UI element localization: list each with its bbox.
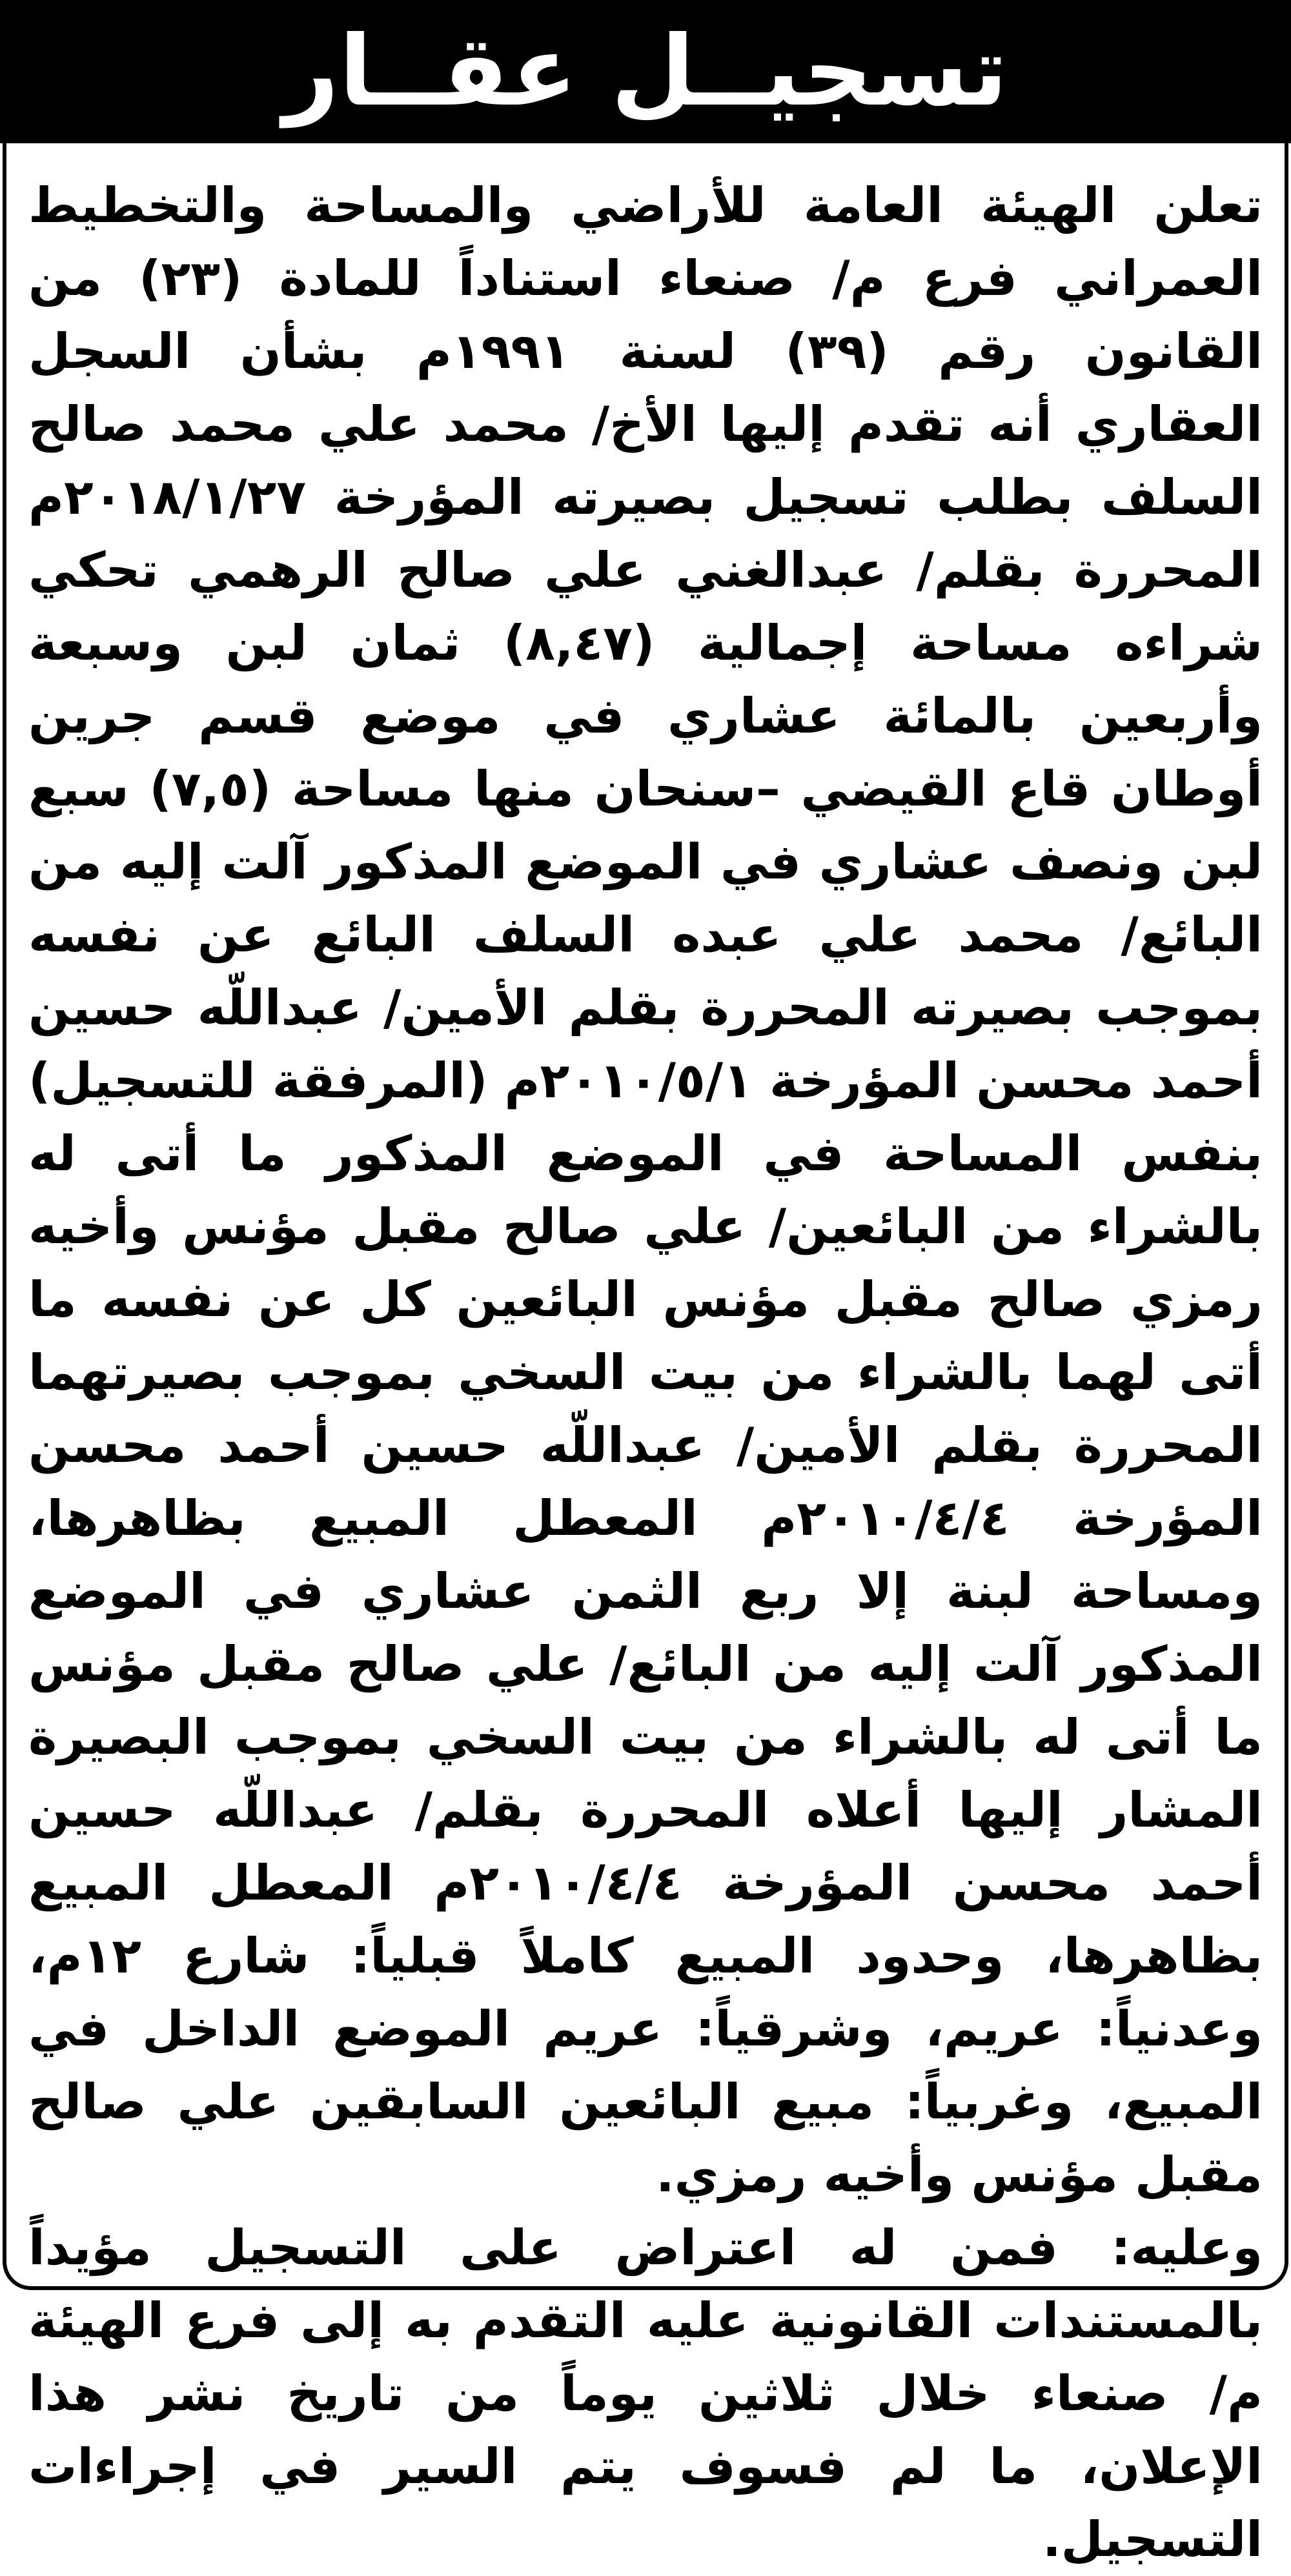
header-bar [0, 0, 1291, 143]
notice-title: تسجيــل عقــار [283, 15, 1008, 128]
notice-body [28, 169, 1263, 2568]
notice-paragraph-objection: وعليه: فمن له اعتراض على التسجيل مؤيداً بالمستندات القانونية عليه التقدم به إلى فرع الهيئة م/ صنعاء خلال ثلاثين يوماً من تاريخ نشر هذا الإعلان، ما لم فسوف يتم السير في إجراءات التسجيل. [28, 2219, 1263, 2568]
notice-paragraph-main: تعلن الهيئة العامة للأراضي والمساحة والتخطيط العمراني فرع م/ صنعاء استناداً للمادة (٢٣) من القانون رقم (٣٩) لسنة ١٩٩١م بشأن السجل العقاري أنه تقدم إليها الأخ/ محمد علي محمد صالح السلف بطلب تسجيل بصيرته المؤرخة ٢٠١٨/١/٢٧م المحررة بقلم/ عبدالغني علي صالح الرهمي تحكي شراءه مساحة إجمالية (٨,٤٧) ثمان لبن وسبعة وأربعين بالمائة عشاري في موضع قسم جرين أوطان قاع القيضي –سنحان منها مساحة (٧,٥) سبع لبن ونصف عشاري في الموضع المذكور آلت إليه من البائع/ محمد علي عبده السلف البائع عن نفسه بموجب بصيرته المحررة بقلم الأمين/ عبداللّه حسين أحمد محسن المؤرخة ٢٠١٠/٥/١م (المرفقة للتسجيل) بنفس المساحة في الموضع المذكور ما أتى له بالشراء من البائعين/ علي صالح مقبل مؤنس وأخيه رمزي صالح مقبل مؤنس البائعين كل عن نفسه ما أتى لهما بالشراء من بيت السخي بموجب بصيرتهما المحررة بقلم الأمين/ عبداللّه حسين أحمد محسن المؤرخة ٢٠١٠/٤/٤م المعطل المبيع بظاهرها، ومساحة لبنة إلا ربع الثمن عشاري في الموضع المذكور آلت إليه من البائع/ علي صالح مقبل مؤنس ما أتى له بالشراء من بيت السخي بموجب البصيرة المشار إليها أعلاه المحررة بقلم/ عبداللّه حسين أحمد محسن المؤرخة ٢٠١٠/٤/٤م المعطل المبيع بظاهرها، وحدود المبيع كاملاً قبلياً: شارع ١٢م، وعدنياً: عريم، وشرقياً: عريم الموضع الداخل في المبيع، وغربياً: مبيع البائعين السابقين علي صالح مقبل مؤنس وأخيه رمزي. [28, 177, 1263, 2203]
